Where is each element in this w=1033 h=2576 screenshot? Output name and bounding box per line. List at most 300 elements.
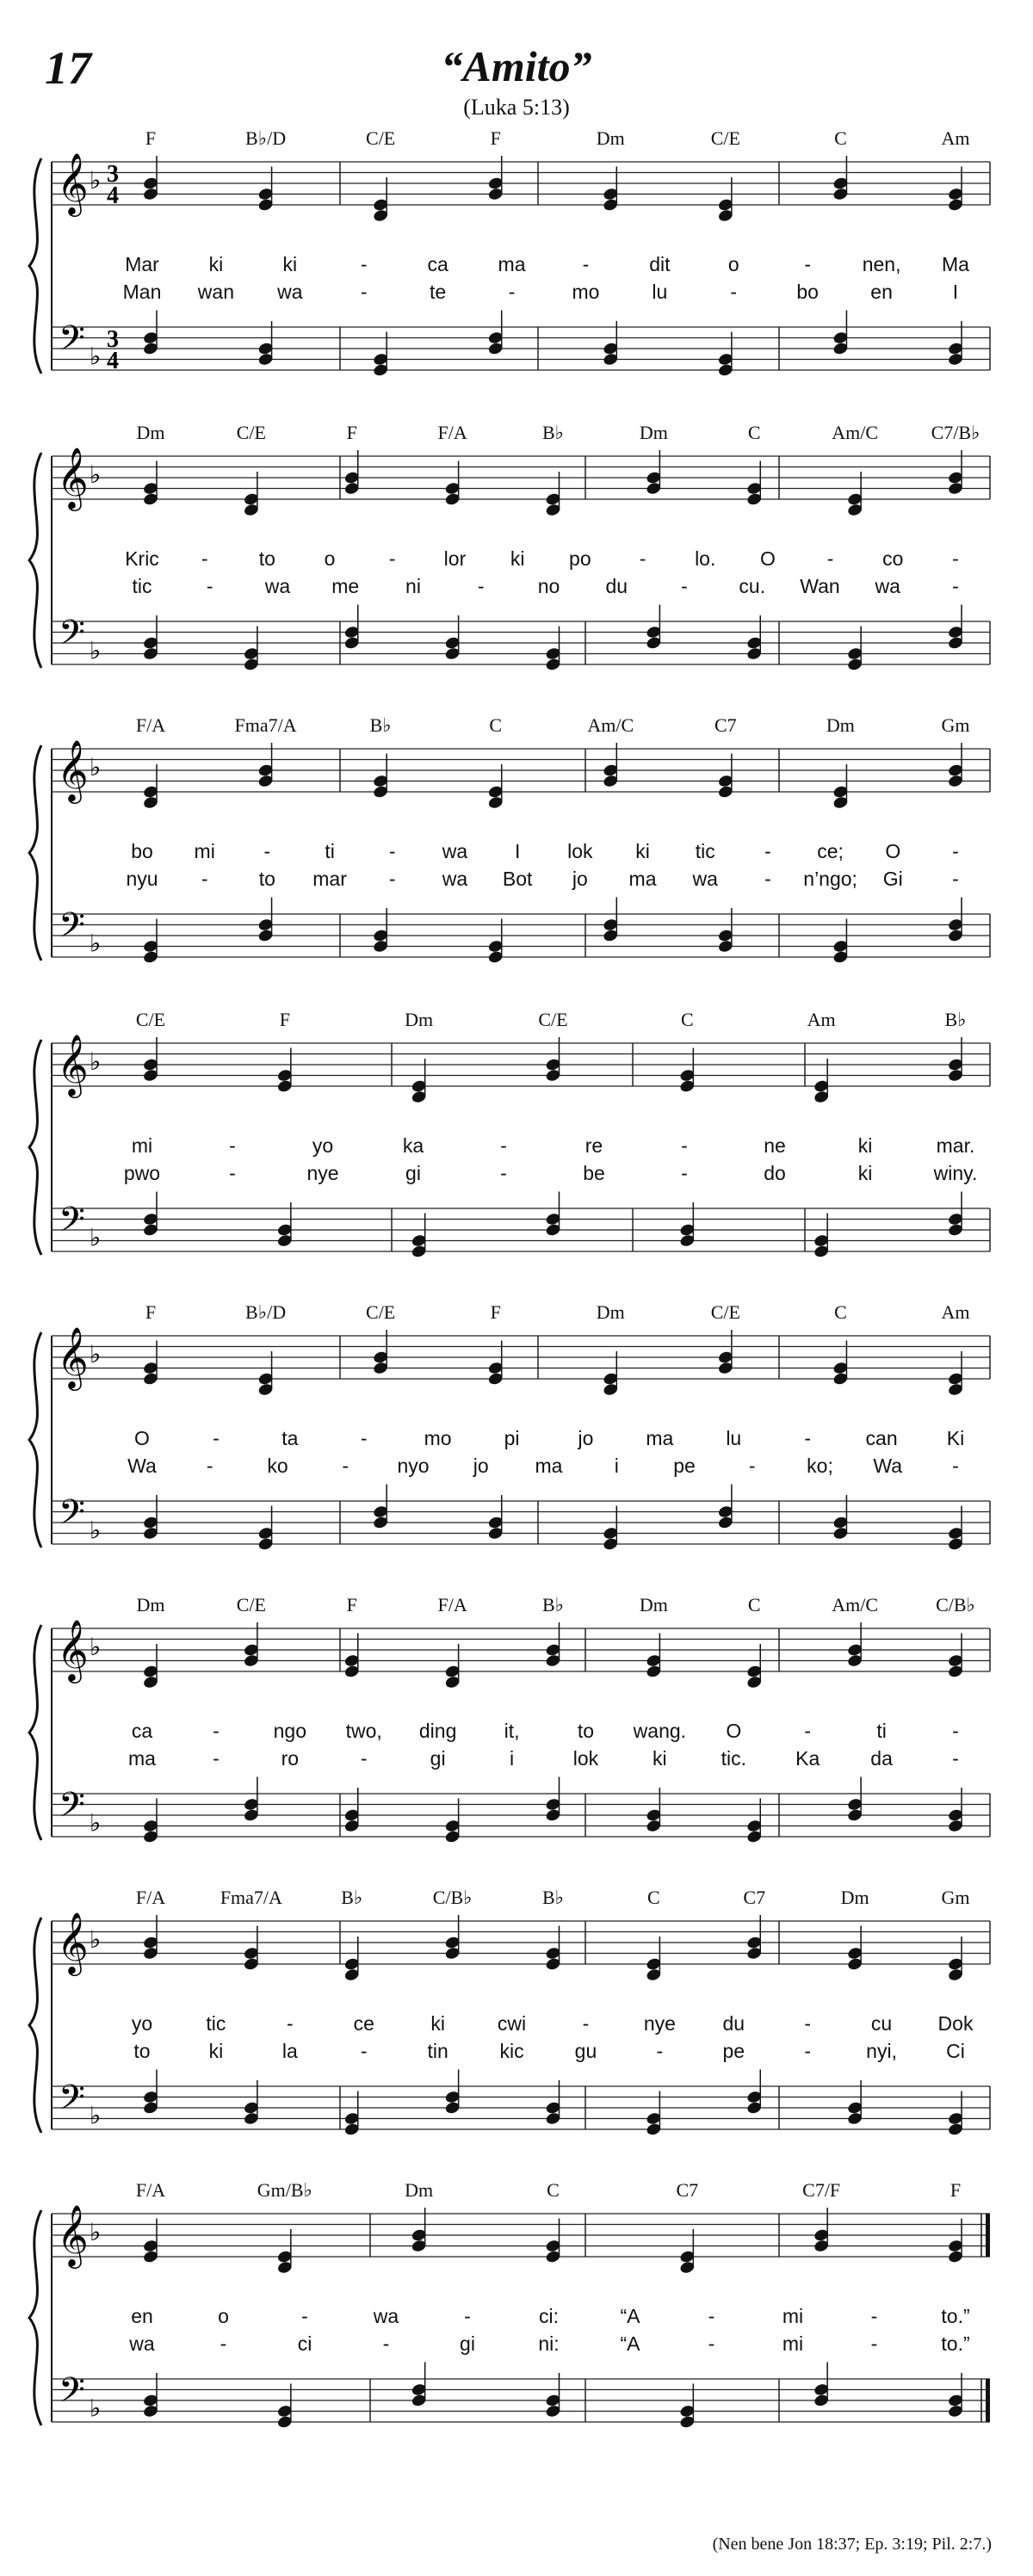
staff-graphics — [0, 2179, 1033, 2463]
lyric-verse2: tic. — [721, 1747, 746, 1770]
chord-symbol: Dm — [596, 1301, 625, 1323]
lyric-verse1: to.” — [941, 2305, 970, 2327]
lyric-verse1: - — [213, 1720, 220, 1742]
chord-symbol: B♭/D — [245, 127, 287, 149]
lyric-verse2: - — [870, 2332, 878, 2355]
lyric-verse1: Dok — [937, 2012, 974, 2035]
staff-graphics — [0, 1009, 1033, 1293]
chord-symbol: F — [346, 422, 357, 443]
bass-clef: 𝄢 — [59, 613, 85, 661]
lyric-verse1: mi — [194, 840, 215, 862]
flat-sign: ♭ — [90, 1049, 102, 1076]
lyric-verse1: - — [952, 840, 959, 862]
flat-sign: ♭ — [90, 930, 102, 958]
chord-symbol: Am/C — [832, 422, 879, 443]
lyric-verse1: - — [500, 1134, 507, 1157]
lyric-verse1: - — [681, 1134, 688, 1157]
lyric-verse1: pi — [504, 1427, 520, 1449]
lyric-verse2: - — [952, 575, 959, 597]
lyric-verse2: i — [614, 1455, 619, 1477]
lyric-verse1: ki — [857, 1134, 873, 1157]
lyric-verse1: - — [388, 840, 396, 862]
system-brace — [29, 158, 41, 374]
lyric-verse2: wa — [692, 868, 718, 890]
treble-staff — [52, 1921, 990, 1964]
treble-clef: 𝄞 — [57, 1911, 89, 1974]
chord-symbol: Dm — [136, 1594, 165, 1615]
lyric-verse2: ma — [628, 868, 657, 890]
lyric-verse2: ki — [857, 1162, 873, 1184]
lyric-verse2: Man — [122, 281, 162, 303]
lyric-verse2: - — [382, 2332, 390, 2355]
chord-symbol: Gm/B♭ — [257, 2179, 312, 2201]
lyric-verse1: jo — [578, 1427, 594, 1449]
lyric-verse2: to — [133, 2040, 151, 2062]
lyric-verse2: ko — [267, 1455, 288, 1477]
bass-clef: 𝄢 — [59, 905, 85, 954]
lyric-verse1: wang. — [633, 1720, 687, 1742]
time-signature: 4 — [107, 348, 119, 374]
lyric-verse2: wa — [129, 2332, 155, 2355]
lyric-verse2: ni — [405, 575, 421, 597]
chord-symbol: C/B♭ — [432, 1887, 473, 1908]
chord-symbol: C7/F — [802, 2179, 841, 2201]
lyric-verse2: Wa — [127, 1455, 157, 1477]
music-system — [0, 1594, 1033, 1878]
chord-symbol: C/E — [710, 127, 740, 149]
flat-sign: ♭ — [90, 343, 102, 371]
chord-symbol: F/A — [135, 2179, 166, 2201]
lyric-verse1: ma — [646, 1427, 674, 1449]
chord-symbol: C7 — [714, 714, 737, 736]
bass-clef: 𝄢 — [59, 318, 85, 367]
chord-symbol: F/A — [135, 714, 166, 736]
chord-symbol: Fma7/A — [220, 1887, 282, 1908]
lyric-verse1: it, — [504, 1720, 520, 1742]
lyric-verse1: en — [131, 2305, 153, 2327]
chord-symbol: Fma7/A — [234, 714, 297, 736]
lyric-verse1: ti — [325, 840, 335, 862]
lyric-verse1: mi — [131, 1134, 153, 1157]
lyric-verse2: wan — [197, 281, 235, 303]
flat-sign: ♭ — [90, 1927, 102, 1954]
lyric-verse1: - — [804, 1427, 812, 1449]
chord-symbol: B♭ — [541, 422, 565, 443]
lyric-verse2: - — [360, 281, 368, 303]
lyric-verse1: yo — [131, 2012, 153, 2035]
treble-staff — [52, 456, 990, 499]
lyric-verse2: - — [952, 1455, 959, 1477]
flat-sign: ♭ — [90, 1810, 102, 1838]
chord-symbol: F/A — [437, 1594, 467, 1615]
chord-symbol: C — [834, 1301, 847, 1323]
bass-clef: 𝄢 — [59, 1492, 85, 1541]
lyric-verse1: ca — [131, 1720, 153, 1742]
lyric-verse1: - — [301, 2305, 308, 2327]
lyric-verse1: - — [201, 547, 208, 570]
lyric-verse1: ki — [635, 840, 650, 862]
chord-symbol: C7 — [743, 1887, 766, 1908]
treble-staff — [52, 1336, 990, 1379]
lyric-verse2: - — [804, 2040, 812, 2062]
lyric-verse2: jo — [572, 868, 588, 890]
flat-sign: ♭ — [90, 638, 102, 665]
lyric-verse1: Mar — [125, 253, 159, 275]
flat-sign: ♭ — [90, 168, 102, 195]
lyric-verse2: do — [764, 1162, 786, 1184]
lyric-verse1: ki — [282, 253, 298, 275]
treble-clef: 𝄞 — [57, 738, 89, 801]
chord-symbol: B♭ — [369, 714, 392, 736]
chord-symbol: F — [346, 1594, 357, 1615]
lyric-verse2: wa — [442, 868, 468, 890]
lyric-verse1: yo — [312, 1134, 334, 1157]
lyric-verse1: to — [258, 547, 275, 570]
lyric-verse1: to — [577, 1720, 595, 1742]
lyric-verse1: wa — [373, 2305, 399, 2327]
lyric-verse1: du — [722, 2012, 745, 2035]
lyric-verse2: - — [708, 2332, 715, 2355]
lyric-verse1: lok — [567, 840, 593, 862]
lyric-verse2: bo — [796, 281, 819, 303]
final-barline — [986, 2379, 990, 2422]
lyric-verse2: ma — [128, 1747, 156, 1770]
lyric-verse1: dit — [649, 253, 671, 275]
chord-symbol: Dm — [639, 1594, 668, 1615]
lyric-verse1: wa — [442, 840, 468, 862]
lyric-verse1: lo. — [695, 547, 716, 570]
lyric-verse1: - — [360, 253, 368, 275]
lyric-verse1: - — [639, 547, 646, 570]
lyric-verse1: - — [826, 547, 834, 570]
treble-clef: 𝄞 — [57, 151, 89, 214]
flat-sign: ♭ — [90, 755, 102, 781]
bass-clef: 𝄢 — [59, 2078, 85, 2126]
bass-clef: 𝄢 — [59, 2370, 85, 2418]
flat-sign: ♭ — [90, 1225, 102, 1252]
lyric-verse1: cu — [870, 2012, 893, 2035]
lyric-verse2: - — [206, 575, 213, 597]
chord-symbol: Dm — [136, 422, 165, 443]
lyric-verse2: Ka — [795, 1747, 820, 1770]
chord-symbol: Dm — [405, 1009, 434, 1030]
system-brace — [29, 745, 41, 961]
lyric-verse1: - — [804, 1720, 812, 1742]
chord-symbol: Am — [807, 1009, 836, 1030]
lyric-verse1: - — [952, 1720, 959, 1742]
lyric-verse2: tic — [132, 575, 152, 597]
lyric-verse1: mo — [424, 1427, 452, 1449]
lyric-verse2: cu. — [739, 575, 766, 597]
lyric-verse1: nen, — [862, 253, 901, 275]
lyric-verse1: ca — [427, 253, 448, 275]
flat-sign: ♭ — [90, 1342, 102, 1368]
chord-symbol: Dm — [639, 422, 668, 443]
lyric-verse1: - — [582, 2012, 590, 2035]
chord-symbol: B♭ — [944, 1009, 967, 1030]
flat-sign: ♭ — [90, 1634, 102, 1661]
lyric-verse1: I — [514, 840, 521, 862]
lyric-verse1: ngo — [273, 1720, 306, 1742]
lyric-verse1: can — [865, 1427, 898, 1449]
flat-sign: ♭ — [90, 2395, 102, 2423]
chord-symbol: B♭ — [541, 1594, 565, 1615]
chord-symbol: C/E — [366, 127, 396, 149]
music-system — [0, 1301, 1033, 1585]
lyric-verse2: - — [681, 575, 688, 597]
lyric-verse2: wa — [277, 281, 303, 303]
music-system — [0, 1887, 1033, 2171]
time-signature: 3 — [107, 161, 119, 188]
music-system — [0, 422, 1033, 706]
lyric-verse1: ma — [498, 253, 526, 275]
chord-symbol: F — [490, 1301, 501, 1323]
lyric-verse1: ki — [510, 547, 525, 570]
lyric-verse2: - — [342, 1455, 349, 1477]
lyric-verse2: - — [360, 1747, 368, 1770]
lyric-verse1: mi — [782, 2305, 804, 2327]
bass-staff — [52, 327, 990, 370]
flat-sign: ♭ — [90, 2220, 102, 2246]
chord-symbol: Dm — [596, 127, 625, 149]
chord-symbol: F — [145, 127, 157, 149]
lyric-verse2: to — [258, 868, 275, 890]
lyric-verse2: wa — [875, 575, 900, 597]
lyric-verse2: tin — [427, 2040, 448, 2062]
lyric-verse1: O — [885, 840, 901, 862]
bass-staff — [52, 621, 990, 664]
chord-symbol: C/B♭ — [936, 1594, 975, 1615]
lyric-verse1: ki — [208, 253, 224, 275]
system-brace — [29, 1040, 41, 1255]
lyric-verse1: Kric — [125, 547, 159, 570]
chord-symbol: C — [747, 422, 761, 443]
lyric-verse2: pe — [722, 2040, 745, 2062]
chord-symbol: Dm — [840, 1887, 869, 1908]
treble-staff — [52, 749, 990, 792]
bass-staff — [52, 914, 990, 957]
lyric-verse1: - — [213, 1427, 220, 1449]
lyric-verse1: re — [585, 1134, 603, 1157]
chord-symbol: Gm — [941, 1887, 970, 1908]
lyric-verse2: Bot — [502, 868, 533, 890]
lyric-verse1: co — [882, 547, 904, 570]
time-signature: 3 — [107, 326, 119, 353]
lyric-verse1: bo — [131, 840, 153, 862]
lyric-verse2: - — [201, 868, 208, 890]
lyric-verse2: - — [500, 1162, 507, 1184]
lyric-verse1: mar. — [936, 1134, 975, 1157]
lyric-verse2: nyi, — [866, 2040, 897, 2062]
flat-sign: ♭ — [90, 462, 102, 489]
lyric-verse1: - — [952, 547, 959, 570]
flat-sign: ♭ — [90, 1517, 102, 1545]
lyric-verse2: “A — [620, 2332, 640, 2355]
lyric-verse2: I — [952, 281, 959, 303]
lyric-verse1: po — [569, 547, 591, 570]
lyric-verse2: mar — [312, 868, 347, 890]
treble-staff — [52, 2214, 990, 2257]
lyric-verse1: ne — [764, 1134, 786, 1157]
chord-symbol: C — [680, 1009, 694, 1030]
treble-clef: 𝄞 — [57, 1033, 89, 1096]
lyric-verse1: - — [804, 253, 812, 275]
lyric-verse2: du — [605, 575, 628, 597]
chord-symbol: Am — [941, 127, 970, 149]
chord-symbol: Dm — [405, 2179, 434, 2201]
music-system — [0, 714, 1033, 998]
lyric-verse2: ci — [297, 2332, 312, 2355]
lyric-verse2: - — [656, 2040, 664, 2062]
bass-staff — [52, 1501, 990, 1544]
lyric-verse2: ko; — [807, 1455, 833, 1477]
lyric-verse2: da — [870, 1747, 893, 1770]
hymn-number: 17 — [45, 42, 91, 94]
lyric-verse2: gi — [460, 2332, 475, 2355]
lyric-verse2: wa — [264, 575, 291, 597]
chord-symbol: F — [279, 1009, 290, 1030]
chord-symbol: F — [490, 127, 501, 149]
chord-symbol: C7 — [676, 2179, 699, 2201]
lyric-verse1: ce — [353, 2012, 374, 2035]
chord-symbol: Am/C — [832, 1594, 879, 1615]
chord-symbol: B♭ — [541, 1887, 565, 1908]
lyric-verse1: - — [388, 547, 396, 570]
lyric-verse2: ki — [208, 2040, 224, 2062]
chord-symbol: C — [647, 1887, 660, 1908]
chord-symbol: F/A — [437, 422, 467, 443]
lyric-verse1: ci: — [539, 2305, 559, 2327]
system-brace — [29, 2210, 41, 2425]
lyric-verse1: O — [134, 1427, 150, 1449]
scripture-reference: (Luka 5:13) — [463, 95, 570, 120]
lyric-verse1: O — [726, 1720, 742, 1742]
lyric-verse2: nyu — [126, 868, 158, 890]
lyric-verse1: ta — [281, 1427, 299, 1449]
chord-symbol: F — [949, 2179, 962, 2201]
lyric-verse1: ki — [430, 2012, 445, 2035]
lyric-verse1: - — [708, 2305, 715, 2327]
lyric-verse2: gi — [405, 1162, 421, 1184]
lyric-verse2: ni: — [538, 2332, 560, 2355]
chord-symbol: C/E — [135, 1009, 166, 1030]
lyric-verse2: Wan — [800, 575, 840, 597]
lyric-verse1: tic — [695, 840, 715, 862]
lyric-verse1: o — [324, 547, 336, 570]
lyric-verse1: nye — [643, 2012, 676, 2035]
lyric-verse2: be — [583, 1162, 605, 1184]
lyric-verse2: - — [681, 1162, 688, 1184]
lyric-verse2: i — [509, 1747, 515, 1770]
chord-symbol: Gm — [941, 714, 970, 736]
lyric-verse1: - — [764, 840, 771, 862]
lyric-verse1: ding — [418, 1720, 457, 1742]
lyric-verse2: gu — [574, 2040, 597, 2062]
lyric-verse2: - — [952, 1747, 959, 1770]
system-brace — [29, 1918, 41, 2133]
lyric-verse1: lu — [726, 1427, 742, 1449]
chord-symbol: B♭/D — [245, 1301, 287, 1323]
lyric-verse2: te — [430, 281, 447, 303]
lyric-verse2: lu — [652, 281, 668, 303]
treble-clef: 𝄞 — [57, 446, 89, 509]
lyric-verse2: nyo — [397, 1455, 430, 1477]
lyric-verse2: en — [870, 281, 893, 303]
lyric-verse2: n’ngo; — [803, 868, 857, 890]
chord-symbol: Dm — [826, 714, 855, 736]
treble-clef: 𝄞 — [57, 2203, 89, 2266]
lyric-verse2: ki — [653, 1747, 667, 1770]
footnote-references: (Nen bene Jon 18:37; Ep. 3:19; Pil. 2:7.) — [712, 2535, 992, 2554]
chord-symbol: C — [747, 1594, 761, 1615]
lyric-verse2: - — [388, 868, 396, 890]
lyric-verse2: winy. — [933, 1162, 978, 1184]
lyric-verse1: - — [229, 1134, 236, 1157]
bass-staff — [52, 2379, 990, 2422]
lyric-verse1: ce; — [817, 840, 844, 862]
treble-staff — [52, 1043, 990, 1086]
chord-symbol: F/A — [135, 1887, 166, 1908]
lyric-verse2: pe — [673, 1455, 696, 1477]
chord-symbol: C/E — [710, 1301, 740, 1323]
chord-symbol: C/E — [236, 422, 266, 443]
chord-symbol: C — [489, 714, 503, 736]
treble-clef: 𝄞 — [57, 1325, 89, 1388]
lyric-verse1: ti — [876, 1720, 887, 1742]
system-brace — [29, 453, 41, 668]
lyric-verse1: - — [286, 2012, 294, 2035]
lyric-verse2: gi — [430, 1747, 446, 1770]
chord-symbol: F — [145, 1301, 157, 1323]
lyric-verse2: Gi — [882, 868, 903, 890]
music-system — [0, 127, 1033, 411]
chord-symbol: C/E — [366, 1301, 396, 1323]
lyric-verse1: Ki — [946, 1427, 965, 1449]
chord-symbol: C — [547, 2179, 560, 2201]
lyric-verse2: - — [952, 868, 959, 890]
lyric-verse2: mi — [782, 2332, 804, 2355]
lyric-verse1: O — [759, 547, 776, 570]
lyric-verse2: - — [508, 281, 516, 303]
lyric-verse1: two, — [345, 1720, 382, 1742]
lyric-verse2: ro — [281, 1747, 300, 1770]
lyric-verse1: - — [263, 840, 271, 862]
lyric-verse1: - — [582, 253, 590, 275]
lyric-verse2: ma — [535, 1455, 563, 1477]
chord-symbol: C — [834, 127, 847, 149]
chord-symbol: Am — [941, 1301, 970, 1323]
lyric-verse2: mo — [572, 281, 600, 303]
lyric-verse2: nye — [306, 1162, 339, 1184]
lyric-verse2: - — [360, 2040, 368, 2062]
bass-clef: 𝄢 — [59, 1785, 85, 1833]
lyric-verse1: cwi — [497, 2012, 527, 2035]
lyric-verse2: - — [220, 2332, 227, 2355]
lyric-verse2: me — [331, 575, 360, 597]
lyric-verse2: - — [748, 1455, 756, 1477]
lyric-verse1: o — [727, 253, 739, 275]
time-signature: 4 — [107, 182, 119, 209]
lyric-verse2: - — [229, 1162, 236, 1184]
lyric-verse2: - — [213, 1747, 220, 1770]
lyric-verse1: - — [870, 2305, 878, 2327]
lyric-verse2: jo — [473, 1455, 489, 1477]
hymn-title: “Amito” — [441, 42, 592, 90]
lyric-verse2: kic — [499, 2040, 524, 2062]
lyric-verse2: lok — [572, 1747, 599, 1770]
chord-symbol: B♭ — [341, 1887, 363, 1908]
music-system — [0, 2179, 1033, 2463]
